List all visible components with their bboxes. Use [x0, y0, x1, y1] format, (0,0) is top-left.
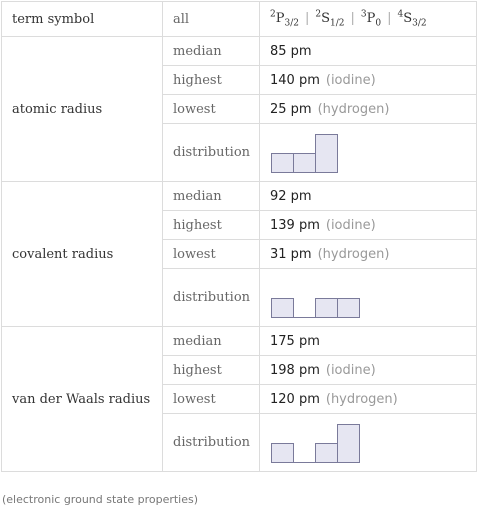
distribution-histogram — [270, 128, 360, 174]
row-value: 85 pm — [260, 37, 477, 66]
group-label: atomic radius — [2, 37, 163, 182]
distribution-histogram — [270, 418, 360, 464]
row-label: distribution — [163, 414, 260, 472]
histogram-bar — [338, 298, 360, 317]
separator: | — [304, 10, 310, 26]
term-symbol: $^2S_{1/2}$ — [315, 9, 345, 29]
distribution-histogram — [270, 273, 360, 319]
histogram-bar — [316, 298, 338, 317]
row-label: median — [163, 327, 260, 356]
row-label: lowest — [163, 385, 260, 414]
term-symbol: $^3P_0$ — [360, 9, 382, 29]
row-value: 175 pm — [260, 327, 477, 356]
row-value: 92 pm — [260, 182, 477, 211]
element-note: (hydrogen) — [317, 246, 390, 262]
header-term-symbol: term symbol — [2, 2, 163, 37]
row-label: distribution — [163, 269, 260, 327]
separator: | — [387, 10, 392, 26]
histogram-bar — [272, 443, 294, 462]
row-label: distribution — [163, 124, 260, 182]
element-note: (iodine) — [325, 72, 376, 88]
row-value: 31 pm (hydrogen) — [260, 240, 477, 269]
distribution-cell — [260, 124, 477, 182]
table-row — [2, 182, 477, 211]
table-row — [2, 37, 477, 66]
histogram-bar — [316, 134, 338, 172]
term-symbol: $^4S_{3/2}$ — [397, 9, 427, 29]
row-label: median — [163, 37, 260, 66]
distribution-cell — [260, 414, 477, 472]
distribution-cell — [260, 269, 477, 327]
histogram-bar — [338, 424, 360, 462]
header-row — [2, 2, 477, 37]
term-symbol: $^2P_{3/2}$ — [270, 9, 299, 29]
row-label: median — [163, 182, 260, 211]
group-label: van der Waals radius — [2, 327, 163, 472]
group-label: covalent radius — [2, 182, 163, 327]
element-note: (hydrogen) — [317, 101, 390, 117]
table-row — [2, 327, 477, 356]
histogram-bar — [272, 153, 294, 172]
row-label: highest — [163, 66, 260, 95]
header-term-symbols — [260, 2, 477, 37]
element-note: (iodine) — [325, 362, 376, 378]
element-note: (iodine) — [325, 217, 376, 233]
separator: | — [350, 10, 355, 26]
row-label: highest — [163, 211, 260, 240]
row-label: highest — [163, 356, 260, 385]
properties-table — [1, 1, 477, 472]
caption: (electronic ground state properties) — [2, 493, 199, 506]
row-label: lowest — [163, 95, 260, 124]
row-value: 198 pm (iodine) — [260, 356, 477, 385]
row-value: 120 pm (hydrogen) — [260, 385, 477, 414]
histogram-bar — [316, 443, 338, 462]
row-label: lowest — [163, 240, 260, 269]
element-note: (hydrogen) — [325, 391, 398, 407]
row-value: 140 pm (iodine) — [260, 66, 477, 95]
row-value: 25 pm (hydrogen) — [260, 95, 477, 124]
header-all: all — [163, 2, 260, 37]
histogram-bar — [272, 298, 294, 317]
row-value: 139 pm (iodine) — [260, 211, 477, 240]
histogram-bar — [360, 298, 361, 317]
histogram-bar — [294, 153, 316, 172]
